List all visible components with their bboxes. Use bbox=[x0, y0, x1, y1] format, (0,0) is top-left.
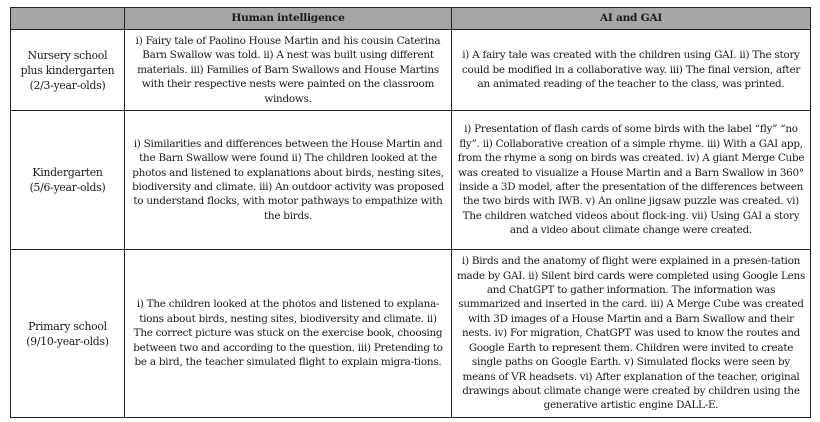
human-intelligence-cell: i) The children looked at the photos and listened to explana-tions about birds, nesting sites, biodiversity and climate. ii) The correct picture was stuck on the exercise book, choosing between two and according to the question. iii) Pretending to be a bird, the teacher simulated flight to explain migra-tions. bbox=[125, 250, 452, 418]
header-ai-and-gai: AI and GAI bbox=[452, 8, 811, 30]
header-row bbox=[11, 8, 811, 30]
stage-age-range: (5/6-year-olds) bbox=[29, 181, 106, 194]
table-row bbox=[11, 30, 811, 111]
stage-cell bbox=[11, 111, 125, 250]
stage-age-range: (2/3-year-olds) bbox=[29, 78, 106, 92]
human-intelligence-cell: i) Similarities and differences between the House Martin and the Barn Swallow were found ii) The children looked at the photos and listened to explanations about birds, nesting sites, biodiversity and climate. iii) An outdoor activity was proposed to understand flocks, with motor pathways to empathize with the birds. bbox=[125, 111, 452, 250]
stage-cell bbox=[11, 30, 125, 111]
ai-gai-cell: i) Presentation of flash cards of some birds with the label “fly” “no fly”. ii) Collaborative creation of a simple rhyme. iii) With a GAI app, from the rhyme a song on birds was created. iv) A giant Merge Cube was created to visualize a House Martin and a Barn Swallow in 360° inside a 3D model, after the presentation of the differences between the two birds with IWB. v) An online jigsaw puzzle was created. vi) The children watched videos about flock-ing. vii) Using GAI a story and a video about climate change were created. bbox=[452, 111, 811, 250]
ai-gai-cell: i) A fairy tale was created with the children using GAI. ii) The story could be modified in a collaborative way. iii) The final version, after an animated reading of the teacher to the class, was printed. bbox=[452, 30, 811, 111]
human-intelligence-cell: i) Fairy tale of Paolino House Martin and his cousin Caterina Barn Swallow was told. ii) A nest was built using different materials. iii) Families of Barn Swallows and House Martins with their respective nests were painted on the classroom windows. bbox=[125, 30, 452, 111]
comparison-table bbox=[10, 7, 811, 418]
ai-gai-cell: i) Birds and the anatomy of flight were explained in a presen-tation made by GAI. ii) Silent bird cards were completed using Google Lens and ChatGPT to gather information. The information was summarized and inserted in the card. iii) A Merge Cube was created with 3D images of a House Martin and a Barn Swallow and their nests. iv) For migration, ChatGPT was used to know the routes and Google Earth to represent them. Children were invited to create single paths on Google Earth. v) Simulated flocks were seen by means of VR headsets. vi) After explanation of the teacher, original drawings about climate change were created by children using the generative artistic engine DALL-E. bbox=[452, 250, 811, 418]
header-human-intelligence: Human intelligence bbox=[125, 8, 452, 30]
stage-cell bbox=[11, 250, 125, 418]
table-row bbox=[11, 250, 811, 418]
stage-label-line: Nursery school bbox=[27, 48, 108, 62]
stage-age-range: (9/10-year-olds) bbox=[26, 334, 109, 348]
stage-label-line: Primary school bbox=[28, 319, 107, 333]
stage-label-line: plus kindergarten bbox=[20, 63, 115, 77]
table-row bbox=[11, 111, 811, 250]
header-stage bbox=[11, 8, 125, 30]
stage-label-line: Kindergarten bbox=[32, 166, 103, 179]
